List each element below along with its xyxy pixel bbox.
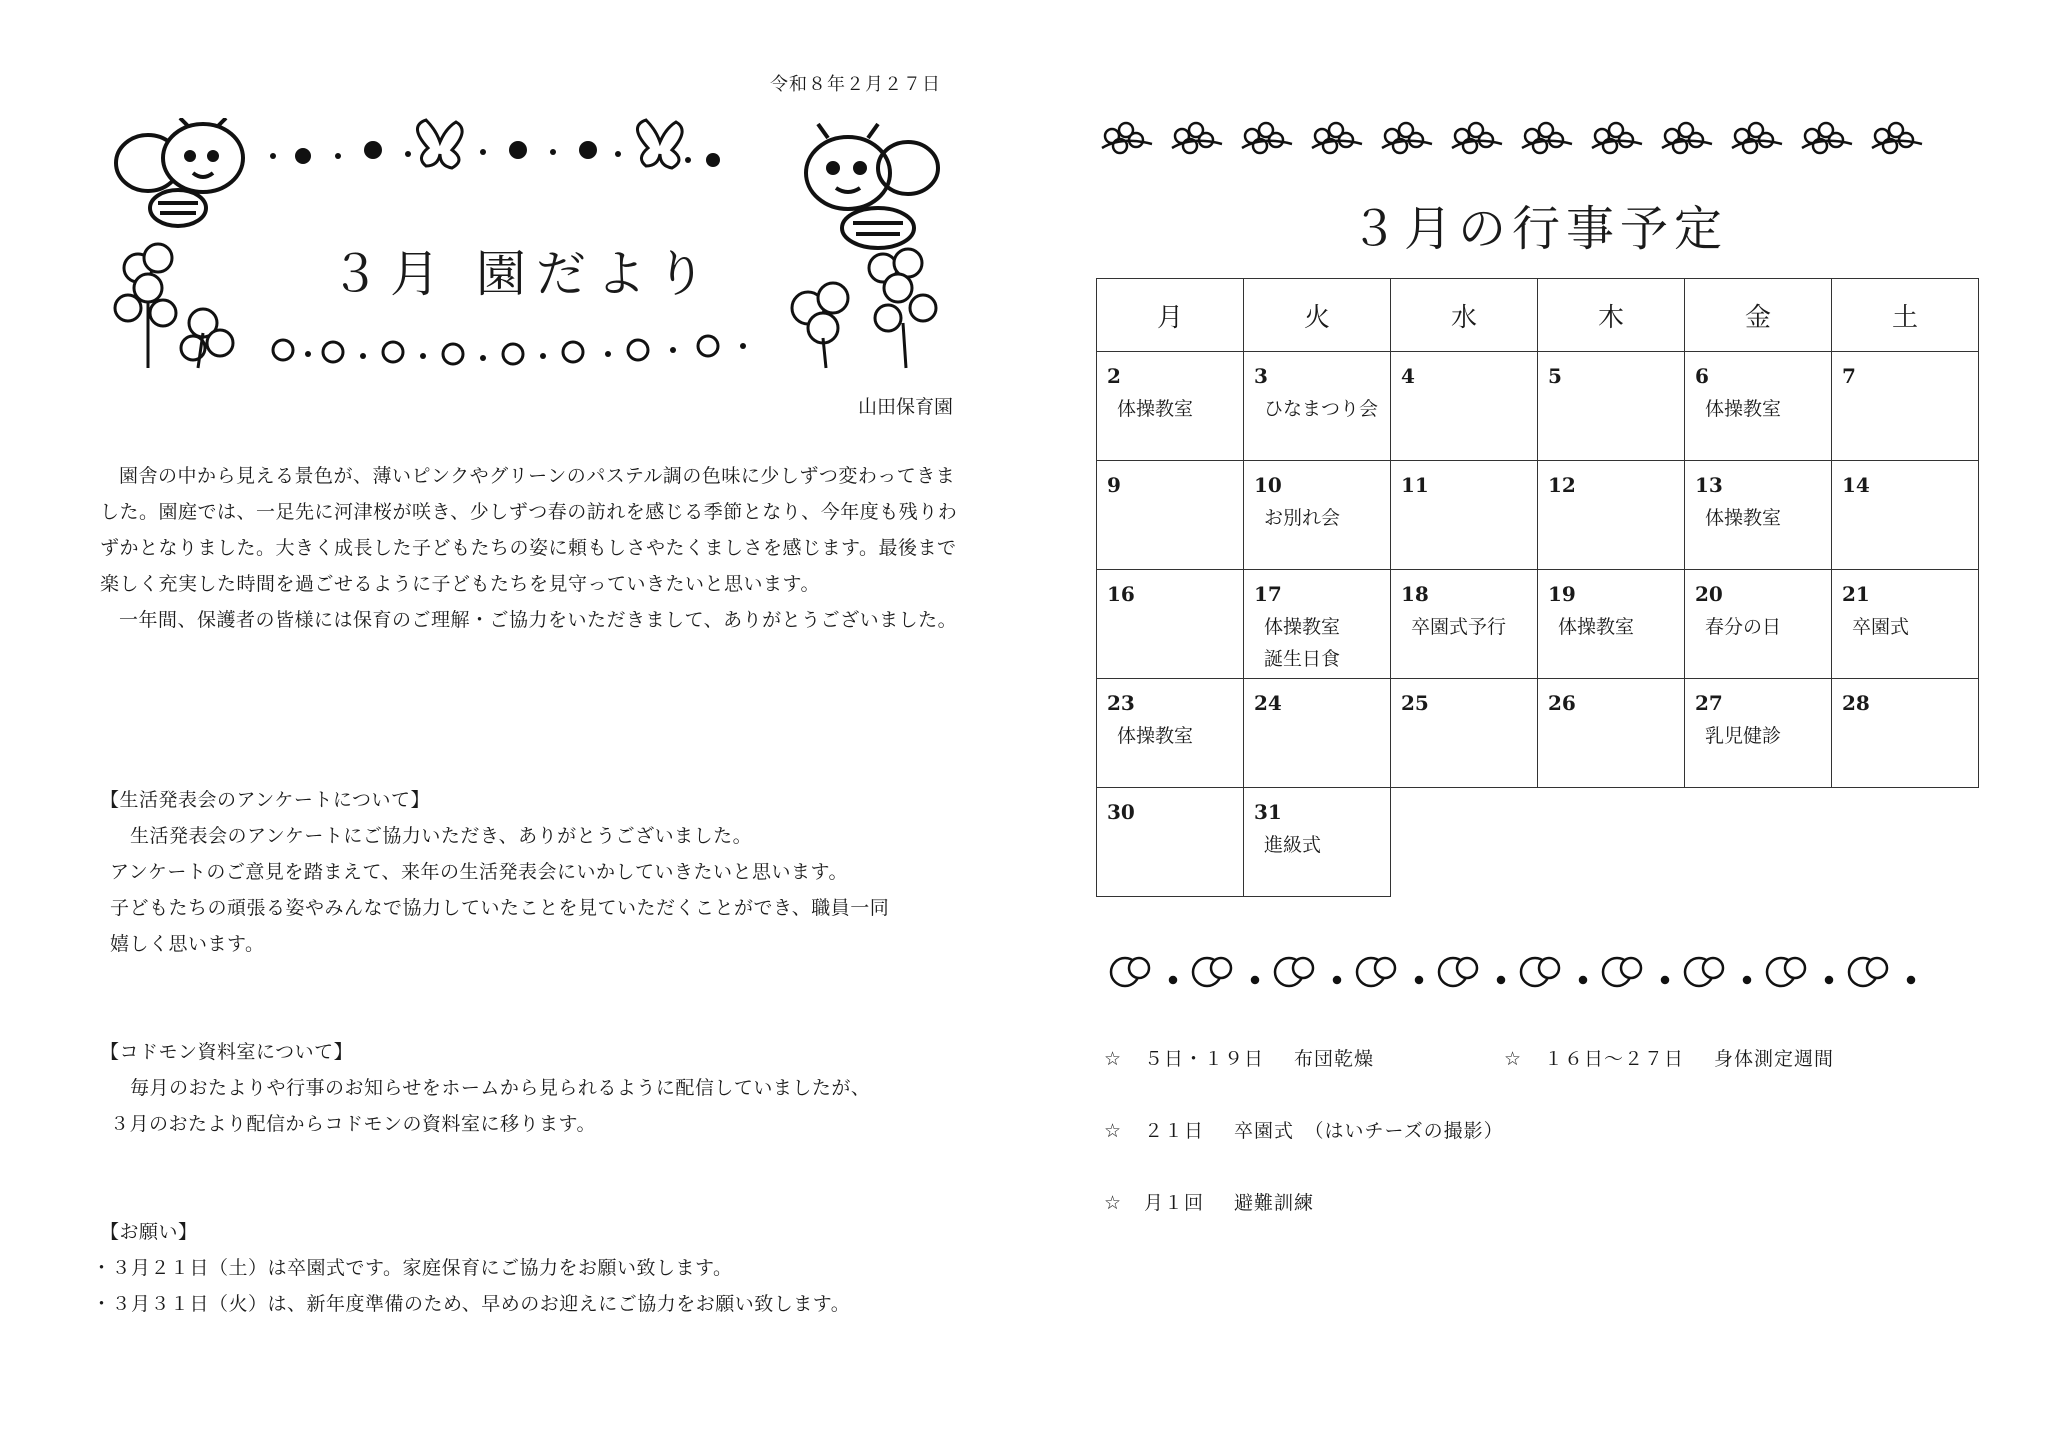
day-number: 2 — [1107, 364, 1121, 388]
intro-paragraph-2: 一年間、保護者の皆様には保育のご理解・ご協力をいただきまして、ありがとうございました。 — [119, 609, 958, 631]
day-event: ひなまつり会 — [1264, 398, 1379, 420]
kodomon-section — [100, 1034, 980, 1142]
note-date: ５日・１９日 — [1144, 1048, 1265, 1070]
event-calendar — [1096, 278, 1979, 897]
calendar-day-cell — [1097, 679, 1244, 788]
calendar-day-cell — [1244, 461, 1391, 570]
calendar-day-cell — [1685, 461, 1832, 570]
calendar-day-cell — [1685, 570, 1832, 679]
calendar-day-cell — [1097, 352, 1244, 461]
day-number: 26 — [1548, 691, 1576, 715]
day-number: 5 — [1548, 364, 1562, 388]
calendar-day-cell — [1391, 352, 1538, 461]
day-number: 11 — [1401, 473, 1429, 497]
day-number: 19 — [1548, 582, 1576, 606]
calendar-week-row — [1097, 679, 1979, 788]
day-number: 14 — [1842, 473, 1870, 497]
day-number: 17 — [1254, 582, 1282, 606]
request-section — [92, 1214, 982, 1322]
star-icon: ☆ — [1104, 1120, 1123, 1142]
note-event: 身体測定週間 — [1714, 1048, 1835, 1070]
day-event: 体操教室 — [1705, 507, 1782, 529]
school-name: 山田保育園 — [858, 396, 954, 418]
request-heading: 【お願い】 — [100, 1221, 198, 1243]
note-row — [1104, 1044, 2004, 1116]
calendar-empty-cell — [1832, 788, 1979, 897]
calendar-day-cell — [1244, 352, 1391, 461]
note-event: 避難訓練 — [1234, 1192, 1315, 1214]
calendar-week-row — [1097, 788, 1979, 897]
intro-text — [100, 458, 970, 638]
note-event: 卒園式 （はいチーズの撮影） — [1234, 1120, 1504, 1142]
calendar-empty-cell — [1538, 788, 1685, 897]
note-date: １６日～２７日 — [1544, 1048, 1685, 1070]
calendar-day-cell — [1391, 570, 1538, 679]
kodomon-line: ３月のおたより配信からコドモンの資料室に移ります。 — [110, 1113, 596, 1135]
newsletter-title: ３月 園だより — [330, 245, 716, 303]
calendar-empty-cell — [1391, 788, 1538, 897]
calendar-day-cell — [1685, 352, 1832, 461]
weekday-header: 土 — [1832, 279, 1979, 352]
weekday-header: 火 — [1244, 279, 1391, 352]
day-number: 27 — [1695, 691, 1723, 715]
calendar-empty-cell — [1685, 788, 1832, 897]
calendar-day-cell — [1832, 570, 1979, 679]
day-event: 卒園式予行 — [1411, 616, 1507, 638]
calendar-day-cell — [1685, 679, 1832, 788]
calendar-week-row — [1097, 461, 1979, 570]
calendar-day-cell — [1832, 461, 1979, 570]
day-event: 乳児健診 — [1705, 725, 1782, 747]
day-number: 31 — [1254, 800, 1282, 824]
note-row — [1104, 1116, 2004, 1188]
flower-cluster-left-illustration — [115, 244, 233, 368]
day-event: 体操教室 — [1558, 616, 1635, 638]
note-item — [1104, 1188, 1314, 1215]
weekday-header: 金 — [1685, 279, 1832, 352]
calendar-day-cell — [1097, 570, 1244, 679]
intro-paragraph-1: 園舎の中から見える景色が、薄いピンクやグリーンのパステル調の色味に少しずつ変わってきました。園庭では、一足先に河津桜が咲き、少しずつ春の訪れを感じる季節となり、今年度も残りわずかとなりました。大きく成長した子どもたちの姿に頼もしさやたくましさを感じます。最後まで楽しく充実した時間を過ごせるように子どもたちを見守っていきたいと思います。 — [100, 465, 958, 595]
calendar-day-cell — [1538, 461, 1685, 570]
day-number: 30 — [1107, 800, 1135, 824]
flower-chain-bottom-decoration — [273, 336, 718, 364]
survey-line: 子どもたちの頑張る姿やみんなで協力していたことを見ていただくことができ、職員一同 — [110, 897, 890, 919]
survey-line: 生活発表会のアンケートにご協力いただき、ありがとうございました。 — [130, 825, 753, 847]
calendar-week-row — [1097, 570, 1979, 679]
dotted-chain-top-decoration — [270, 141, 720, 167]
day-number: 6 — [1695, 364, 1709, 388]
day-number: 10 — [1254, 473, 1282, 497]
calendar-day-cell — [1538, 352, 1685, 461]
star-icon: ☆ — [1104, 1048, 1123, 1070]
day-number: 28 — [1842, 691, 1870, 715]
day-number: 3 — [1254, 364, 1268, 388]
note-row — [1104, 1188, 2004, 1260]
day-number: 13 — [1695, 473, 1723, 497]
day-number: 4 — [1401, 364, 1415, 388]
weekday-header: 月 — [1097, 279, 1244, 352]
day-number: 23 — [1107, 691, 1135, 715]
floral-garland-decoration — [1092, 112, 1942, 158]
weekday-header: 水 — [1391, 279, 1538, 352]
schedule-title: ３月の行事予定 — [1350, 201, 1729, 257]
calendar-day-cell — [1832, 679, 1979, 788]
request-item: ・３月２１日（土）は卒園式です。家庭保育にご協力をお願い致します。 — [92, 1257, 733, 1279]
calendar-day-cell — [1832, 352, 1979, 461]
day-number: 20 — [1695, 582, 1723, 606]
calendar-day-cell — [1097, 788, 1244, 897]
day-number: 21 — [1842, 582, 1870, 606]
flower-row-decoration — [1100, 946, 1940, 1002]
day-event: 体操教室 — [1117, 398, 1194, 420]
flower-cluster-right-illustration — [792, 249, 936, 368]
day-number: 18 — [1401, 582, 1429, 606]
calendar-day-cell — [1097, 461, 1244, 570]
note-item — [1504, 1044, 1834, 1071]
day-number: 9 — [1107, 473, 1121, 497]
request-item: ・３月３１日（火）は、新年度準備のため、早めのお迎えにご協力をお願い致します。 — [92, 1293, 851, 1315]
butterfly-decorations — [417, 120, 682, 168]
day-event: お別れ会 — [1264, 507, 1341, 529]
note-date: 月１回 — [1144, 1192, 1205, 1214]
note-item — [1104, 1044, 1504, 1071]
star-icon: ☆ — [1104, 1192, 1123, 1214]
day-event: 体操教室 — [1117, 725, 1194, 747]
survey-section — [100, 782, 980, 962]
day-number: 16 — [1107, 582, 1135, 606]
day-event: 体操教室 — [1264, 616, 1341, 638]
kodomon-heading: 【コドモン資料室について】 — [100, 1041, 354, 1063]
issue-date: 令和８年２月２７日 — [770, 74, 941, 95]
weekday-header: 木 — [1538, 279, 1685, 352]
calendar-day-cell — [1244, 788, 1391, 897]
day-event: 卒園式 — [1852, 616, 1910, 638]
note-date: ２１日 — [1144, 1120, 1205, 1142]
day-number: 12 — [1548, 473, 1576, 497]
kodomon-line: 毎月のおたよりや行事のお知らせをホームから見られるように配信していましたが、 — [130, 1077, 871, 1099]
note-item — [1104, 1116, 1504, 1143]
day-event: 進級式 — [1264, 834, 1322, 856]
survey-heading: 【生活発表会のアンケートについて】 — [100, 789, 430, 811]
calendar-day-cell — [1391, 679, 1538, 788]
schedule-notes — [1104, 1044, 2004, 1260]
day-number: 25 — [1401, 691, 1429, 715]
calendar-day-cell — [1244, 679, 1391, 788]
calendar-week-row — [1097, 352, 1979, 461]
bee-right-illustration — [806, 124, 938, 248]
day-number: 24 — [1254, 691, 1282, 715]
survey-line: 嬉しく思います。 — [110, 933, 265, 955]
day-number: 7 — [1842, 364, 1856, 388]
calendar-day-cell — [1391, 461, 1538, 570]
calendar-day-cell — [1244, 570, 1391, 679]
day-event: 誕生日食 — [1264, 648, 1341, 670]
weekday-header-row — [1097, 279, 1979, 352]
day-event: 春分の日 — [1705, 616, 1782, 638]
star-icon: ☆ — [1504, 1048, 1523, 1070]
bee-left-illustration — [116, 118, 243, 226]
day-event: 体操教室 — [1705, 398, 1782, 420]
calendar-day-cell — [1538, 679, 1685, 788]
note-event: 布団乾燥 — [1294, 1048, 1375, 1070]
survey-line: アンケートのご意見を踏まえて、来年の生活発表会にいかしていきたいと思います。 — [110, 861, 848, 883]
calendar-day-cell — [1538, 570, 1685, 679]
